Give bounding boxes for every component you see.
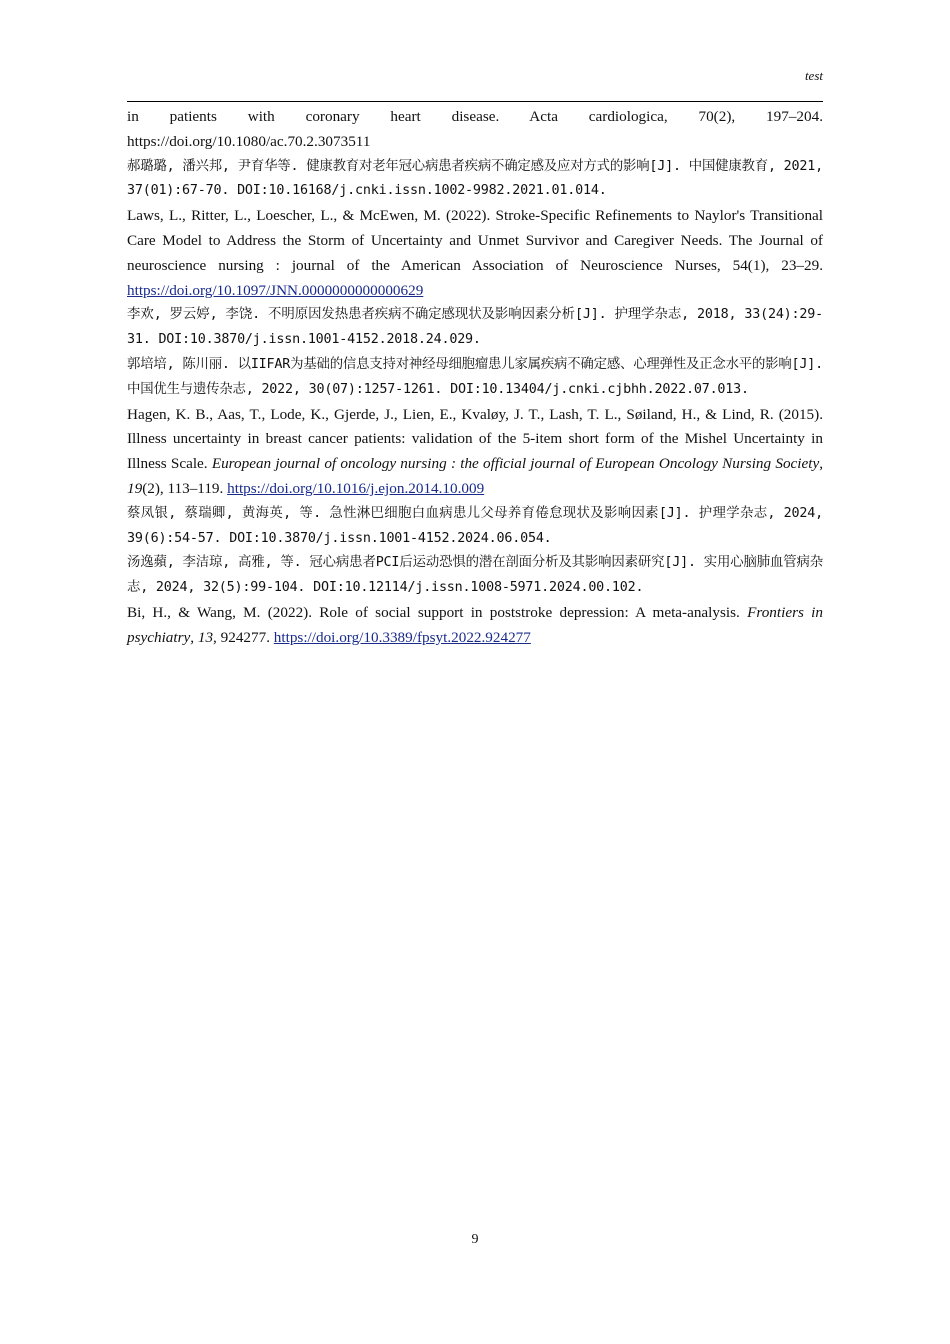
reference-entry <box>127 601 823 651</box>
reference-text: in patients with coronary heart disease. Acta cardiologica, 70(2), 197–204. https://doi.org/10.1080/ac.70.2.3073511 <box>127 108 823 150</box>
reference-text: Hagen, K. B., Aas, T., Lode, K., Gjerde, J., Lien, E., Kvaløy, J. T., Lash, T. L., Søiland, H., & Lind, R. (2015). Illness uncertainty in breast cancer patients: validation of the 5-item short form of the Mishel Uncertainty in Illness Scale. <box>127 405 823 473</box>
header-rule <box>127 101 823 102</box>
reference-text: , <box>190 628 198 646</box>
reference-text: 郭培培, 陈川丽. 以IIFAR为基础的信息支持对神经母细胞瘤患儿家属疾病不确定感、心理弹性及正念水平的影响[J]. 中国优生与遗传杂志, 2022, 30(07):1257-1261. DOI:10.13404/j.cnki.cjbhh.2022.07.013. <box>127 356 823 397</box>
reference-text: 蔡凤银, 蔡瑞卿, 黄海英, 等. 急性淋巴细胞白血病患儿父母养育倦怠现状及影响因素[J]. 护理学杂志, 2024, 39(6):54-57. DOI:10.3870/j.issn.1001-4152.2024.06.054. <box>127 505 823 546</box>
doi-link[interactable]: https://doi.org/10.1016/j.ejon.2014.10.009 <box>227 479 485 497</box>
reference-entry <box>127 155 823 205</box>
page-number: 9 <box>471 1232 479 1247</box>
doi-link[interactable]: https://doi.org/10.3389/fpsyt.2022.924277 <box>273 628 531 646</box>
reference-italic-text: 13 <box>197 628 214 646</box>
reference-text: (2), 113–119. <box>142 479 228 497</box>
reference-list <box>127 105 823 651</box>
reference-italic-text: European journal of oncology nursing : the official journal of European Oncology Nursing Society <box>211 455 820 473</box>
reference-entry <box>127 204 823 303</box>
running-header: test <box>804 68 823 83</box>
reference-entry <box>127 403 823 502</box>
reference-entry <box>127 353 823 403</box>
reference-text: , 924277. <box>213 628 274 646</box>
doi-link[interactable]: https://doi.org/10.1097/JNN.0000000000000629 <box>127 281 424 299</box>
reference-italic-text: Frontiers in psychiatry <box>127 603 823 646</box>
reference-entry <box>127 303 823 353</box>
reference-text: Laws, L., Ritter, L., Loescher, L., & McEwen, M. (2022). Stroke-Specific Refinements to Naylor's Transitional Care Model to Address the Storm of Uncertainty and Unmet Survivor and Caregiver Needs. The Journal of neuroscience nursing : journal of the American Association of Neuroscience Nurses, 54(1), 23–29. <box>127 207 823 274</box>
reference-italic-text: 19 <box>127 479 143 497</box>
reference-text: 郝璐璐, 潘兴邦, 尹育华等. 健康教育对老年冠心病患者疾病不确定感及应对方式的影响[J]. 中国健康教育, 2021, 37(01):67-70. DOI:10.16168/j.cnki.issn.1002-9982.2021.01.014. <box>127 158 823 199</box>
reference-entry <box>127 502 823 552</box>
reference-text: , <box>819 455 823 473</box>
reference-text: 李欢, 罗云婷, 李饶. 不明原因发热患者疾病不确定感现状及影响因素分析[J]. 护理学杂志, 2018, 33(24):29-31. DOI:10.3870/j.issn.1001-4152.2018.24.029. <box>127 307 823 348</box>
reference-entry <box>127 105 823 155</box>
reference-text: 汤逸蘋, 李洁琼, 高雅, 等. 冠心病患者PCI后运动恐惧的潜在剖面分析及其影响因素研究[J]. 实用心脑肺血管病杂志, 2024, 32(5):99-104. DOI:10.12114/j.issn.1008-5971.2024.00.102. <box>127 555 823 596</box>
reference-entry <box>127 551 823 601</box>
reference-text: Bi, H., & Wang, M. (2022). Role of social support in poststroke depression: A meta-analysis. <box>127 603 748 621</box>
